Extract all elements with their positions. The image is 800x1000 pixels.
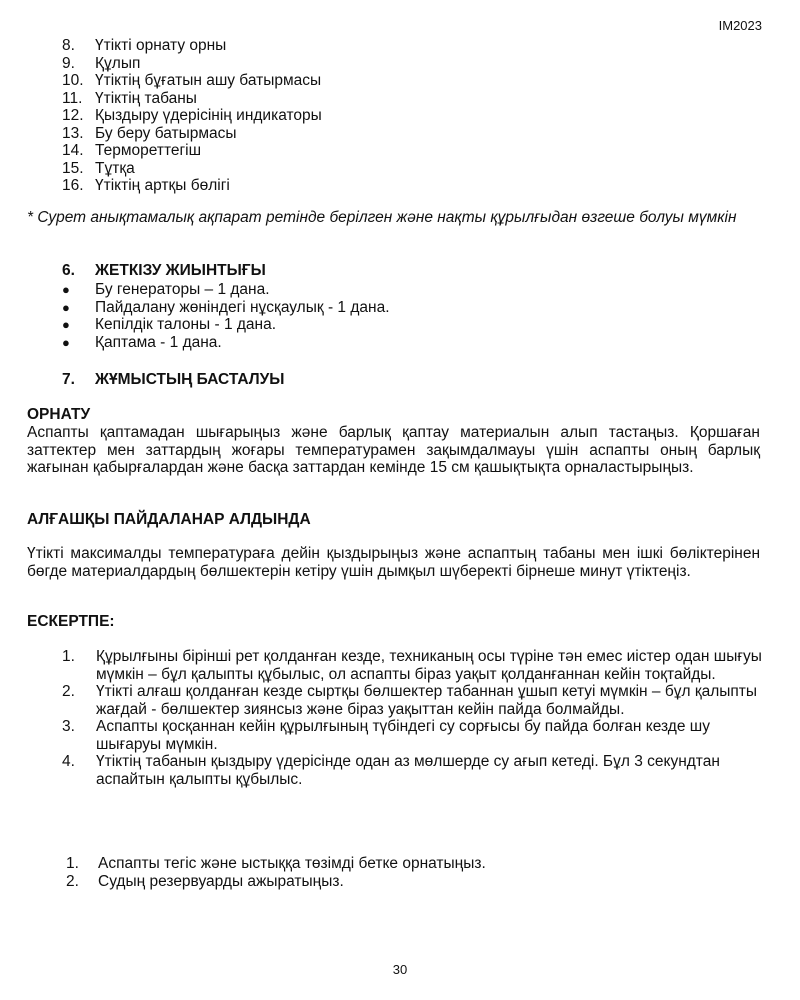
- delivery-set-list: [62, 281, 390, 351]
- bullet-icon: ●: [62, 334, 70, 350]
- section-6-heading: 6. ЖЕТКІЗУ ЖИЫНТЫҒЫ: [62, 262, 266, 279]
- install-paragraph: Аспапты қаптамадан шығарыңыз және барлық қаптау материалын алып тастаңыз. Қоршаған заттектер мен заттардың жоғары температурамен зақымдалмауы үшін аспапты оның барлық жағынан қабырғалардан және басқа заттардан кемінде 15 см қашықтықта орналастырыңыз.: [27, 424, 760, 476]
- document-code: IM2023: [718, 18, 762, 33]
- list-item: 10. Үтіктің бұғатын ашу батырмасы: [62, 72, 322, 89]
- bullet-icon: ●: [62, 282, 70, 297]
- list-item: 9. Құлып: [62, 54, 141, 72]
- bullet-icon: ●: [62, 317, 70, 332]
- section-7-heading: 7. ЖҰМЫСТЫҢ БАСТАЛУЫ: [62, 371, 285, 388]
- page-number: 30: [392, 962, 408, 977]
- parts-list: [62, 37, 322, 195]
- list-item: 2. Үтікті алғаш қолданған кезде сыртқы бөлшектер табаннан ұшып кетуі мүмкін – бұл қалыпты жағдай - бөлшектер зиянсыз және біраз уақыттан кейін пайда болмайды.: [62, 683, 758, 718]
- list-item: 1. Құрылғыны бірінші рет қолданған кезде, техниканың осы түріне тән емес иістер одан шығуы мүмкін – бұл қалыпты құбылыс, ол аспапты біраз уақыт қолданғаннан кейін тоқтайды.: [62, 648, 762, 683]
- list-item: 11. Үтіктің табаны: [62, 89, 197, 107]
- first-use-paragraph: Үтікті максималды температураға дейін қыздырыңыз және аспаптың табаны мен ішкі бөліктерінен бөгде материалдардың бөлшектерін кетіру үшін дымқыл шүберекті бірнеше минут үтіктеңіз.: [27, 545, 760, 580]
- list-item: 12. Қыздыру үдерісінің индикаторы: [62, 107, 322, 124]
- list-item: 8. Үтікті орнату орны: [62, 37, 227, 54]
- list-item: 2. Судың резервуарды ажыратыңыз.: [66, 872, 344, 890]
- list-item: 13. Бу беру батырмасы: [62, 124, 237, 142]
- list-item: ● Пайдалану жөніндегі нұсқаулық - 1 дана.: [62, 298, 390, 316]
- warning-heading: ЕСКЕРТПЕ:: [27, 613, 115, 630]
- list-item: 16. Үтіктің артқы бөлігі: [62, 177, 230, 194]
- list-item: ● Кепілдік талоны - 1 дана.: [62, 316, 277, 333]
- list-item: 14. Термореттегіш: [62, 142, 202, 159]
- bullet-icon: ●: [62, 299, 70, 315]
- list-item: ● Қаптама - 1 дана.: [62, 333, 222, 351]
- list-item: 4. Үтіктің табанын қыздыру үдерісінде одан аз мөлшерде су ағып кетеді. Бұл 3 секундтан аспайтын қалыпты құбылыс.: [62, 753, 720, 788]
- list-item: ● Бу генераторы – 1 дана.: [62, 281, 270, 298]
- warning-list: [62, 648, 762, 788]
- list-item: 1. Аспапты тегіс және ыстыққа төзімді бетке орнатыңыз.: [66, 855, 486, 872]
- steps-list: [66, 855, 486, 890]
- first-use-heading: АЛҒАШҚЫ ПАЙДАЛАНАР АЛДЫНДА: [27, 511, 311, 528]
- list-item: 15. Тұтқа: [62, 159, 135, 177]
- figure-note: * Сурет анықтамалық ақпарат ретінде берілген және нақты құрылғыдан өзгеше болуы мүмкін: [27, 209, 737, 226]
- install-heading: ОРНАТУ: [27, 406, 91, 423]
- list-item: 3. Аспапты қосқаннан кейін құрылғының түбіндегі су сорғысы бу пайда болған кезде шу шығаруы мүмкін.: [62, 718, 710, 753]
